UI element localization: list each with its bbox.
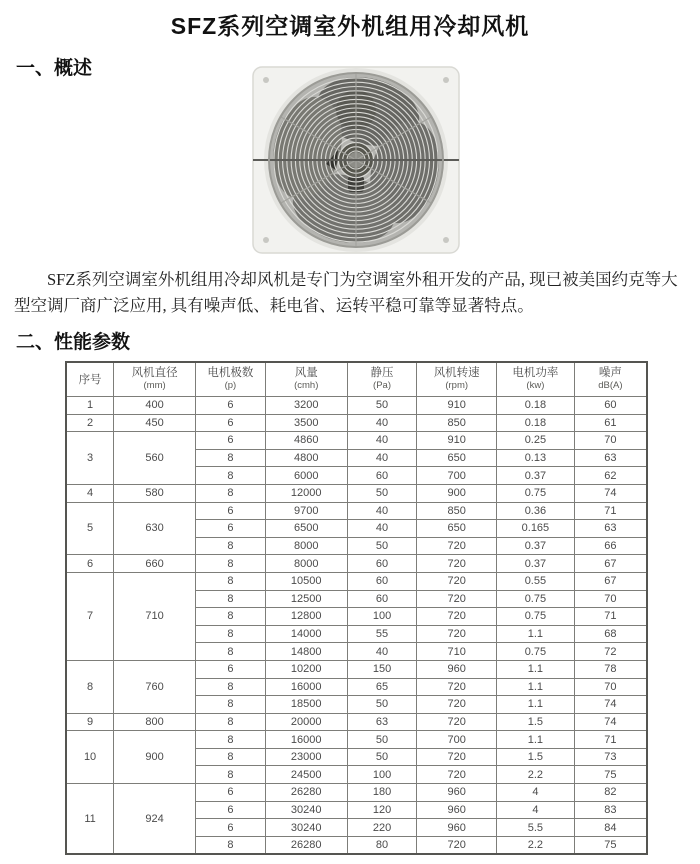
table-cell: 50 xyxy=(347,748,417,766)
table-cell: 40 xyxy=(347,432,417,450)
table-cell: 700 xyxy=(417,731,497,749)
fan-diameter-cell: 660 xyxy=(114,555,196,573)
table-cell: 8 xyxy=(196,713,266,731)
table-cell: 0.165 xyxy=(496,520,574,538)
table-cell: 14800 xyxy=(265,643,347,661)
table-cell: 100 xyxy=(347,608,417,626)
table-cell: 75 xyxy=(574,836,647,854)
table-cell: 650 xyxy=(417,520,497,538)
table-cell: 68 xyxy=(574,625,647,643)
table-row xyxy=(66,397,647,415)
table-cell: 0.18 xyxy=(496,397,574,415)
page-title: SFZ系列空调室外机组用冷却风机 xyxy=(170,13,530,39)
group-number-cell: 2 xyxy=(66,414,114,432)
table-cell: 0.18 xyxy=(496,414,574,432)
table-cell: 16000 xyxy=(265,678,347,696)
section-performance-heading: 二、性能参数 xyxy=(16,332,131,353)
table-cell: 8 xyxy=(196,572,266,590)
fan-diameter-cell: 630 xyxy=(114,502,196,555)
table-cell: 1.1 xyxy=(496,660,574,678)
table-row xyxy=(66,572,647,590)
table-cell: 6 xyxy=(196,784,266,802)
table-cell: 4 xyxy=(496,801,574,819)
group-number-cell: 3 xyxy=(66,432,114,485)
group-number-cell: 5 xyxy=(66,502,114,555)
table-cell: 0.37 xyxy=(496,537,574,555)
table-cell: 73 xyxy=(574,748,647,766)
table-cell: 0.36 xyxy=(496,502,574,520)
table-cell: 63 xyxy=(574,449,647,467)
table-cell: 74 xyxy=(574,484,647,502)
table-cell: 3200 xyxy=(265,397,347,415)
table-cell: 6 xyxy=(196,432,266,450)
group-number-cell: 10 xyxy=(66,731,114,784)
table-cell: 71 xyxy=(574,731,647,749)
table-cell: 8 xyxy=(196,836,266,854)
table-row xyxy=(66,484,647,502)
table-cell: 5.5 xyxy=(496,819,574,837)
table-cell: 8000 xyxy=(265,555,347,573)
group-number-cell: 9 xyxy=(66,713,114,731)
table-cell: 23000 xyxy=(265,748,347,766)
table-cell: 50 xyxy=(347,731,417,749)
table-cell: 720 xyxy=(417,678,497,696)
fan-diameter-cell: 580 xyxy=(114,484,196,502)
table-cell: 14000 xyxy=(265,625,347,643)
table-cell: 8 xyxy=(196,696,266,714)
table-row xyxy=(66,502,647,520)
table-cell: 960 xyxy=(417,784,497,802)
table-cell: 0.37 xyxy=(496,467,574,485)
table-cell: 0.13 xyxy=(496,449,574,467)
table-row xyxy=(66,784,647,802)
table-cell: 720 xyxy=(417,713,497,731)
table-cell: 83 xyxy=(574,801,647,819)
table-cell: 100 xyxy=(347,766,417,784)
table-cell: 74 xyxy=(574,696,647,714)
table-cell: 67 xyxy=(574,572,647,590)
table-cell: 61 xyxy=(574,414,647,432)
table-cell: 2.2 xyxy=(496,836,574,854)
fan-diameter-cell: 924 xyxy=(114,784,196,855)
table-cell: 50 xyxy=(347,537,417,555)
fan-diameter-cell: 800 xyxy=(114,713,196,731)
table-cell: 4860 xyxy=(265,432,347,450)
table-cell: 720 xyxy=(417,836,497,854)
column-header: 风量 (cmh) xyxy=(265,362,347,397)
table-cell: 900 xyxy=(417,484,497,502)
column-header: 风机直径 (mm) xyxy=(114,362,196,397)
table-cell: 30240 xyxy=(265,819,347,837)
table-cell: 8 xyxy=(196,678,266,696)
table-cell: 8 xyxy=(196,484,266,502)
table-cell: 72 xyxy=(574,643,647,661)
table-cell: 12000 xyxy=(265,484,347,502)
table-cell: 18500 xyxy=(265,696,347,714)
table-cell: 700 xyxy=(417,467,497,485)
table-cell: 720 xyxy=(417,572,497,590)
fan-diameter-cell: 400 xyxy=(114,397,196,415)
table-cell: 50 xyxy=(347,484,417,502)
column-header: 电机功率 (kw) xyxy=(496,362,574,397)
table-row xyxy=(66,660,647,678)
table-cell: 10500 xyxy=(265,572,347,590)
table-cell: 910 xyxy=(417,432,497,450)
table-cell: 960 xyxy=(417,819,497,837)
table-cell: 26280 xyxy=(265,836,347,854)
table-cell: 6 xyxy=(196,819,266,837)
table-cell: 67 xyxy=(574,555,647,573)
fan-diameter-cell: 710 xyxy=(114,572,196,660)
group-number-cell: 4 xyxy=(66,484,114,502)
table-cell: 62 xyxy=(574,467,647,485)
fan-image xyxy=(250,64,462,256)
table-cell: 50 xyxy=(347,696,417,714)
table-cell: 1.1 xyxy=(496,625,574,643)
table-cell: 0.25 xyxy=(496,432,574,450)
column-header: 电机极数 (p) xyxy=(196,362,266,397)
table-cell: 0.75 xyxy=(496,608,574,626)
table-cell: 8 xyxy=(196,590,266,608)
table-row xyxy=(66,731,647,749)
table-cell: 6 xyxy=(196,502,266,520)
table-cell: 720 xyxy=(417,625,497,643)
table-cell: 63 xyxy=(347,713,417,731)
fan-diameter-cell: 900 xyxy=(114,731,196,784)
column-header: 风机转速 (rpm) xyxy=(417,362,497,397)
table-cell: 60 xyxy=(347,572,417,590)
group-number-cell: 8 xyxy=(66,660,114,713)
group-number-cell: 7 xyxy=(66,572,114,660)
column-header: 静压 (Pa) xyxy=(347,362,417,397)
table-cell: 71 xyxy=(574,502,647,520)
table-cell: 65 xyxy=(347,678,417,696)
table-cell: 8 xyxy=(196,731,266,749)
table-cell: 0.55 xyxy=(496,572,574,590)
table-cell: 720 xyxy=(417,696,497,714)
table-body xyxy=(66,397,647,855)
table-cell: 850 xyxy=(417,414,497,432)
table-cell: 50 xyxy=(347,397,417,415)
table-cell: 40 xyxy=(347,502,417,520)
table-cell: 4 xyxy=(496,784,574,802)
header-row xyxy=(66,362,647,397)
table-row xyxy=(66,414,647,432)
table-cell: 24500 xyxy=(265,766,347,784)
table-cell: 26280 xyxy=(265,784,347,802)
table-cell: 16000 xyxy=(265,731,347,749)
table-cell: 650 xyxy=(417,449,497,467)
table-cell: 10200 xyxy=(265,660,347,678)
table-row xyxy=(66,555,647,573)
table-cell: 70 xyxy=(574,432,647,450)
table-cell: 66 xyxy=(574,537,647,555)
table-cell: 220 xyxy=(347,819,417,837)
fan-diameter-cell: 560 xyxy=(114,432,196,485)
group-number-cell: 11 xyxy=(66,784,114,855)
table-cell: 8 xyxy=(196,748,266,766)
table-cell: 720 xyxy=(417,537,497,555)
table-cell: 960 xyxy=(417,660,497,678)
table-cell: 6 xyxy=(196,414,266,432)
table-cell: 60 xyxy=(347,555,417,573)
table-cell: 8 xyxy=(196,608,266,626)
table-cell: 70 xyxy=(574,590,647,608)
table-cell: 120 xyxy=(347,801,417,819)
table-cell: 1.1 xyxy=(496,696,574,714)
table-cell: 63 xyxy=(574,520,647,538)
table-cell: 0.37 xyxy=(496,555,574,573)
table-cell: 9700 xyxy=(265,502,347,520)
table-cell: 20000 xyxy=(265,713,347,731)
table-cell: 180 xyxy=(347,784,417,802)
table-cell: 8000 xyxy=(265,537,347,555)
table-cell: 30240 xyxy=(265,801,347,819)
table-cell: 80 xyxy=(347,836,417,854)
table-cell: 720 xyxy=(417,766,497,784)
table-cell: 74 xyxy=(574,713,647,731)
fan-diameter-cell: 760 xyxy=(114,660,196,713)
group-number-cell: 1 xyxy=(66,397,114,415)
table-cell: 40 xyxy=(347,414,417,432)
table-cell: 720 xyxy=(417,748,497,766)
table-cell: 60 xyxy=(347,590,417,608)
table-cell: 6 xyxy=(196,397,266,415)
table-cell: 12800 xyxy=(265,608,347,626)
table-cell: 1.5 xyxy=(496,713,574,731)
table-cell: 71 xyxy=(574,608,647,626)
table-cell: 60 xyxy=(347,467,417,485)
table-cell: 850 xyxy=(417,502,497,520)
table-cell: 55 xyxy=(347,625,417,643)
table-cell: 1.1 xyxy=(496,731,574,749)
table-cell: 0.75 xyxy=(496,643,574,661)
table-cell: 70 xyxy=(574,678,647,696)
table-cell: 4800 xyxy=(265,449,347,467)
table-cell: 1.5 xyxy=(496,748,574,766)
fan-diameter-cell: 450 xyxy=(114,414,196,432)
table-cell: 12500 xyxy=(265,590,347,608)
table-cell: 40 xyxy=(347,449,417,467)
table-cell: 8 xyxy=(196,555,266,573)
table-cell: 84 xyxy=(574,819,647,837)
table-cell: 8 xyxy=(196,537,266,555)
table-row xyxy=(66,713,647,731)
table-cell: 60 xyxy=(574,397,647,415)
column-header: 序号 xyxy=(66,362,114,397)
table-row xyxy=(66,432,647,450)
table-cell: 1.1 xyxy=(496,678,574,696)
table-cell: 3500 xyxy=(265,414,347,432)
table-cell: 6 xyxy=(196,660,266,678)
table-header xyxy=(66,362,647,397)
table-cell: 40 xyxy=(347,643,417,661)
table-cell: 8 xyxy=(196,766,266,784)
section-overview-heading: 一、概述 xyxy=(16,58,93,79)
table-cell: 8 xyxy=(196,643,266,661)
table-cell: 6 xyxy=(196,520,266,538)
table-cell: 960 xyxy=(417,801,497,819)
table-cell: 0.75 xyxy=(496,590,574,608)
table-cell: 710 xyxy=(417,643,497,661)
table-cell: 910 xyxy=(417,397,497,415)
table-cell: 6000 xyxy=(265,467,347,485)
table-cell: 8 xyxy=(196,467,266,485)
column-header: 噪声 dB(A) xyxy=(574,362,647,397)
table-cell: 8 xyxy=(196,625,266,643)
overview-paragraph: SFZ系列空调室外机组用冷却风机是专门为空调室外租开发的产品, 现已被美国约克等大型空调厂商广泛应用, 具有噪声低、耗电省、运转平稳可靠等显著特点。 xyxy=(14,270,678,315)
table-cell: 6500 xyxy=(265,520,347,538)
table-cell: 720 xyxy=(417,590,497,608)
table-cell: 40 xyxy=(347,520,417,538)
group-number-cell: 6 xyxy=(66,555,114,573)
table-cell: 78 xyxy=(574,660,647,678)
table-cell: 8 xyxy=(196,449,266,467)
table-cell: 720 xyxy=(417,555,497,573)
table-cell: 75 xyxy=(574,766,647,784)
table-cell: 6 xyxy=(196,801,266,819)
table-cell: 720 xyxy=(417,608,497,626)
fan-photo xyxy=(250,64,462,261)
performance-table xyxy=(65,361,648,855)
table-cell: 2.2 xyxy=(496,766,574,784)
table-cell: 0.75 xyxy=(496,484,574,502)
table-cell: 82 xyxy=(574,784,647,802)
table-cell: 150 xyxy=(347,660,417,678)
